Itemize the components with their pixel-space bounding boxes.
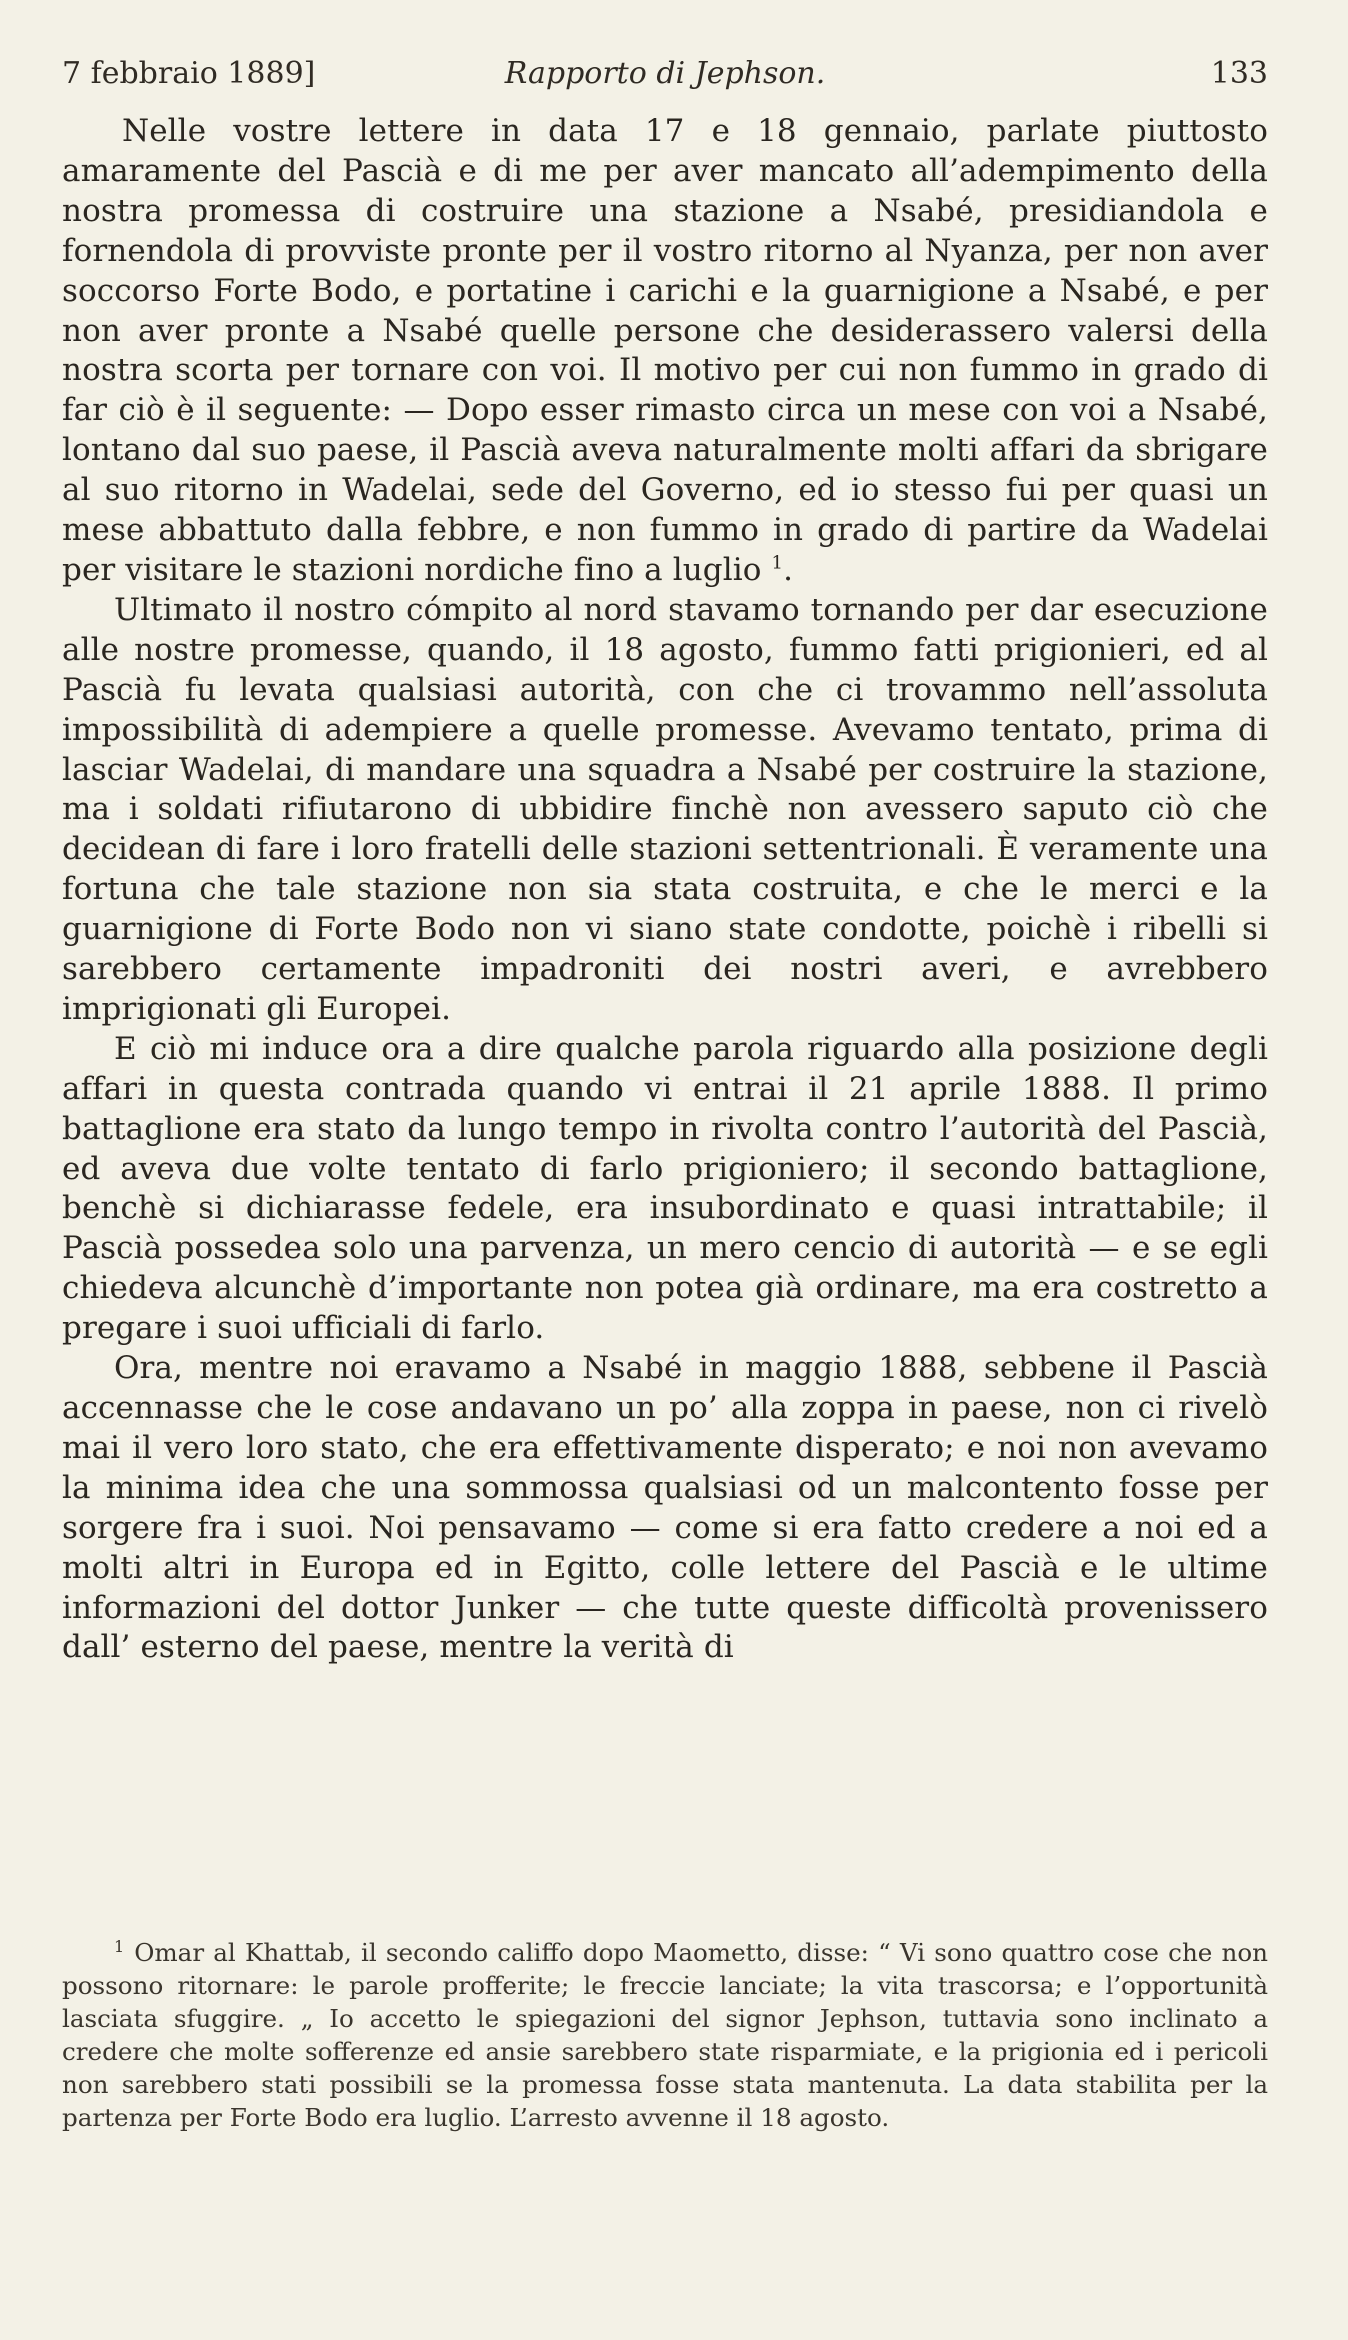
main-text bbox=[62, 112, 1268, 1668]
paragraph-1-end: . bbox=[783, 551, 794, 588]
running-head-date: 7 febbraio 1889] bbox=[62, 56, 316, 91]
paragraph-2: Ultimato il nostro cómpito al nord stavamo tornando per dar esecuzione alle nostre promesse, quando, il 18 agosto, fummo fatti prigionieri, ed al Pascià fu levata qualsiasi autorità, con che ci trovammo nell’assoluta impossibilità di adempiere a quelle promesse. Avevamo tentato, prima di lasciar Wadelai, di mandare una squadra a Nsabé per costruire la stazione, ma i soldati rifiutarono di ubbidire finchè non avessero saputo ciò che decidean di fare i loro fratelli delle stazioni settentrionali. È veramente una fortuna che tale stazione non sia stata costruita, e che le merci e la guarnigione di Forte Bodo non vi siano state condotte, poichè i ribelli si sarebbero certamente impadroniti dei nostri averi, e avrebbero imprigionati gli Europei. bbox=[62, 591, 1268, 1027]
footnote-text: Omar al Khattab, il secondo califfo dopo Maometto, disse: “ Vi sono quattro cose che non possono ritornare: le parole profferite; le freccie lanciate; la vita trascorsa; e l’opportunità lasciata sfuggire. „ Io accetto le spiegazioni del signor Jephson, tuttavia sono inclinato a credere che molte sofferenze ed ansie sarebbero state risparmiate, e la prigionia ed i pericoli non sarebbero stati possibili se la promessa fosse stata mantenuta. La data stabilita per la partenza per Forte Bodo era luglio. L’arresto avvenne il 18 agosto. bbox=[62, 1938, 1268, 2132]
running-head-title: Rapporto di Jephson. bbox=[504, 56, 826, 91]
paragraph-4: Ora, mentre noi eravamo a Nsabé in maggio 1888, sebbene il Pascià accennasse che le cose andavano un po’ alla zoppa in paese, non ci rivelò mai il vero loro stato, che era effettivamente disperato; e noi non avevamo la minima idea che una sommossa qualsiasi od un malcontento fosse per sorgere fra i suoi. Noi pensavamo — come si era fatto credere a noi ed a molti altri in Europa ed in Egitto, colle lettere del Pascià e le ultime informazioni del dottor Junker — che tutte queste difficoltà provenissero dall’ esterno del paese, mentre la verità di bbox=[62, 1350, 1268, 1666]
paragraph-1-text: Nelle vostre lettere in data 17 e 18 gennaio, parlate piuttosto amaramente del Pascià e di me per aver mancato all’adempimento della nostra promessa di costruire una stazione a Nsabé, presidiandola e fornendola di provviste pronte per il vostro ritorno al Nyanza, per non aver soccorso Forte Bodo, e portatine i carichi e la guarnigione a Nsabé, e per non aver pronte a Nsabé quelle persone che desiderassero valersi della nostra scorta per tornare con voi. Il motivo per cui non fummo in grado di far ciò è il seguente: — Dopo esser rimasto circa un mese con voi a Nsabé, lontano dal suo paese, il Pascià aveva naturalmente molti affari da sbrigare al suo ritorno in Wadelai, sede del Governo, ed io stesso fui per quasi un mese abbattuto dalla febbre, e non fummo in grado di partire da Wadelai per visitare le stazioni nordiche fino a luglio bbox=[62, 113, 1268, 588]
footnotes bbox=[62, 1936, 1268, 2134]
paragraph-1 bbox=[62, 112, 1268, 591]
page-number: 133 bbox=[1210, 56, 1268, 91]
paragraph-3: E ciò mi induce ora a dire qualche parola riguardo alla posizione degli affari in questa contrada quando vi entrai il 21 aprile 1888. Il primo battaglione era stato da lungo tempo in rivolta contro l’autorità del Pascià, ed aveva due volte tentato di farlo prigioniero; il secondo battaglione, benchè si dichiarasse fedele, era insubordinato e quasi intrattabile; il Pascià possedea solo una parvenza, un mero cencio di autorità — e se egli chiedeva alcunchè d’importante non potea già ordinare, ma era costretto a pregare i suoi ufficiali di farlo. bbox=[62, 1030, 1268, 1347]
running-head bbox=[62, 48, 1268, 100]
footnote-mark: 1 bbox=[114, 1936, 125, 1956]
footnote-1 bbox=[62, 1936, 1268, 2134]
footnote-reference: 1 bbox=[771, 552, 784, 574]
book-page bbox=[62, 48, 1268, 2298]
